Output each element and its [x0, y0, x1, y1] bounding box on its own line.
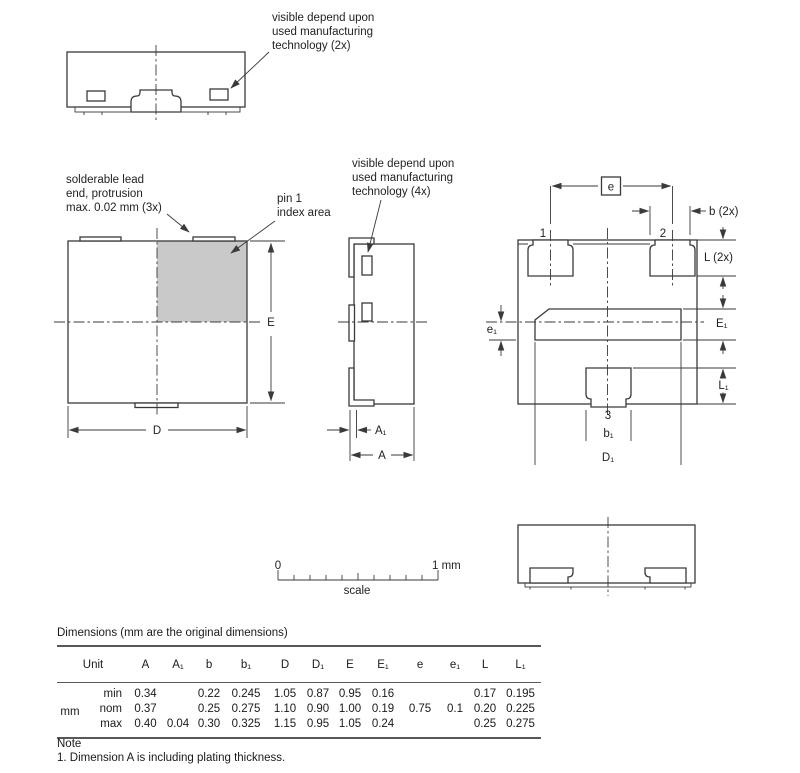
annotation-visible-4x-line3: technology (4x) [352, 186, 431, 198]
dim-label-b1: b₁ [603, 428, 614, 440]
col-header-e1: e₁ [440, 646, 470, 683]
annotation-visible-4x-line1: visible depend upon [352, 158, 455, 170]
cell-max-b1: 0.325 [231, 718, 261, 730]
note-block [57, 737, 285, 765]
dim-label-E: E [267, 317, 275, 329]
cell-min-D: 1.05 [273, 688, 297, 700]
table-header-row [57, 646, 541, 683]
scale-label: scale [343, 585, 371, 597]
col-header-E1: E₁ [366, 646, 400, 683]
pin1-index-area [157, 241, 247, 322]
col-header-D: D [268, 646, 302, 683]
leader-pin1-index [231, 221, 275, 253]
dim-label-D1: D₁ [601, 452, 615, 464]
cell-max-D1: 0.95 [306, 718, 330, 730]
dim-label-e: e [607, 181, 615, 194]
annotation-pin1-line2: index area [277, 207, 331, 219]
cell-nom-E: 1.00 [338, 703, 362, 715]
scale-end-label: 1 mm [432, 560, 461, 572]
cell-nom-e1: 0.1 [447, 703, 464, 715]
cell-min-A: 0.34 [134, 688, 157, 700]
cell-max-L1: 0.275 [506, 718, 535, 730]
bottom-side-view [518, 517, 695, 596]
side-view [327, 158, 454, 462]
col-header-D1: D₁ [302, 646, 334, 683]
cell-nom-A1 [162, 702, 194, 717]
col-header-A1: A₁ [162, 646, 194, 683]
unit-cell: mm [60, 705, 80, 718]
pin-label-3: 3 [604, 410, 612, 422]
cell-min-E: 0.95 [338, 688, 362, 700]
cell-min-D1: 0.87 [306, 688, 330, 700]
col-header-L: L [470, 646, 500, 683]
bottom-view [486, 177, 739, 465]
annotation-visible-2x-line2: used manufacturing [272, 26, 374, 38]
cell-nom-b1: 0.275 [231, 703, 261, 715]
scale-bar [275, 560, 461, 597]
cell-max-E1: 0.24 [371, 718, 395, 730]
col-header-b: b [194, 646, 224, 683]
table-title: Dimensions (mm are the original dimensions) [57, 627, 288, 639]
cell-min-e1 [440, 683, 470, 703]
annotation-visible-2x-line3: technology (2x) [272, 40, 351, 52]
cell-max-D: 1.15 [273, 718, 297, 730]
annotation-pin1-line1: pin 1 [277, 193, 302, 205]
cell-max-A: 0.40 [134, 718, 157, 730]
heatsink-pad [535, 309, 681, 340]
col-header-unit: Unit [57, 646, 129, 683]
row-label-max: max [100, 718, 123, 730]
leader-solderable [167, 214, 189, 232]
annotation-solderable-line2: end, protrusion [66, 188, 143, 200]
cell-max-E: 1.05 [338, 718, 362, 730]
col-header-b1: b₁ [224, 646, 268, 683]
table-row-nom [57, 702, 541, 717]
col-header-A: A [129, 646, 162, 683]
cell-nom-L1: 0.225 [506, 703, 535, 715]
cell-nom-A: 0.37 [134, 703, 157, 715]
dim-label-E1: E₁ [716, 318, 728, 330]
leader-visible-2x [231, 52, 269, 88]
dim-label-L1: L₁ [718, 380, 729, 392]
cell-min-A1 [162, 683, 194, 703]
col-header-E: E [334, 646, 366, 683]
top-side-view [67, 12, 374, 122]
top-view [54, 174, 331, 438]
dimensions-table [57, 627, 541, 739]
dim-label-A1: A₁ [375, 425, 387, 437]
cell-min-L: 0.17 [473, 688, 497, 700]
cell-min-b: 0.22 [197, 688, 221, 700]
cell-max-b: 0.30 [197, 718, 221, 730]
dim-label-e1: e₁ [486, 324, 497, 336]
col-header-e: e [400, 646, 440, 683]
annotation-visible-4x-line2: used manufacturing [352, 172, 454, 184]
col-header-L1: L₁ [500, 646, 541, 683]
dim-label-D: D [152, 425, 162, 437]
cell-max-A1: 0.04 [166, 718, 190, 730]
annotation-solderable-line3: max. 0.02 mm (3x) [66, 202, 162, 214]
cell-nom-E1: 0.19 [371, 703, 395, 715]
row-label-min: min [103, 688, 123, 700]
scale-start-label: 0 [274, 560, 282, 572]
annotation-visible-2x-line1: visible depend upon [272, 12, 375, 24]
table-row-min [57, 683, 541, 703]
terminal-3 [586, 368, 631, 407]
cell-nom-D1: 0.90 [306, 703, 330, 715]
dim-label-L: L (2x) [704, 252, 733, 264]
annotation-solderable-line1: solderable lead [66, 174, 145, 186]
table-row-max [57, 717, 541, 738]
cell-nom-L: 0.20 [473, 703, 497, 715]
cell-max-L: 0.25 [473, 718, 497, 730]
note-text: 1. Dimension A is including plating thickness. [57, 752, 286, 764]
row-label-nom: nom [99, 703, 123, 715]
cell-min-e [400, 683, 440, 703]
cell-min-L1: 0.195 [506, 688, 535, 700]
dim-label-b: b (2x) [709, 206, 739, 218]
cell-min-E1: 0.16 [371, 688, 395, 700]
note-heading: Note [57, 738, 82, 750]
cell-max-e1 [440, 717, 470, 738]
cell-min-b1: 0.245 [231, 688, 261, 700]
pin-label-1: 1 [539, 228, 547, 240]
cell-nom-D: 1.10 [273, 703, 297, 715]
pin-label-2: 2 [659, 228, 667, 240]
cell-nom-e: 0.75 [408, 703, 432, 715]
dim-label-A: A [378, 450, 386, 462]
cell-nom-b: 0.25 [197, 703, 221, 715]
cell-max-e [400, 717, 440, 738]
